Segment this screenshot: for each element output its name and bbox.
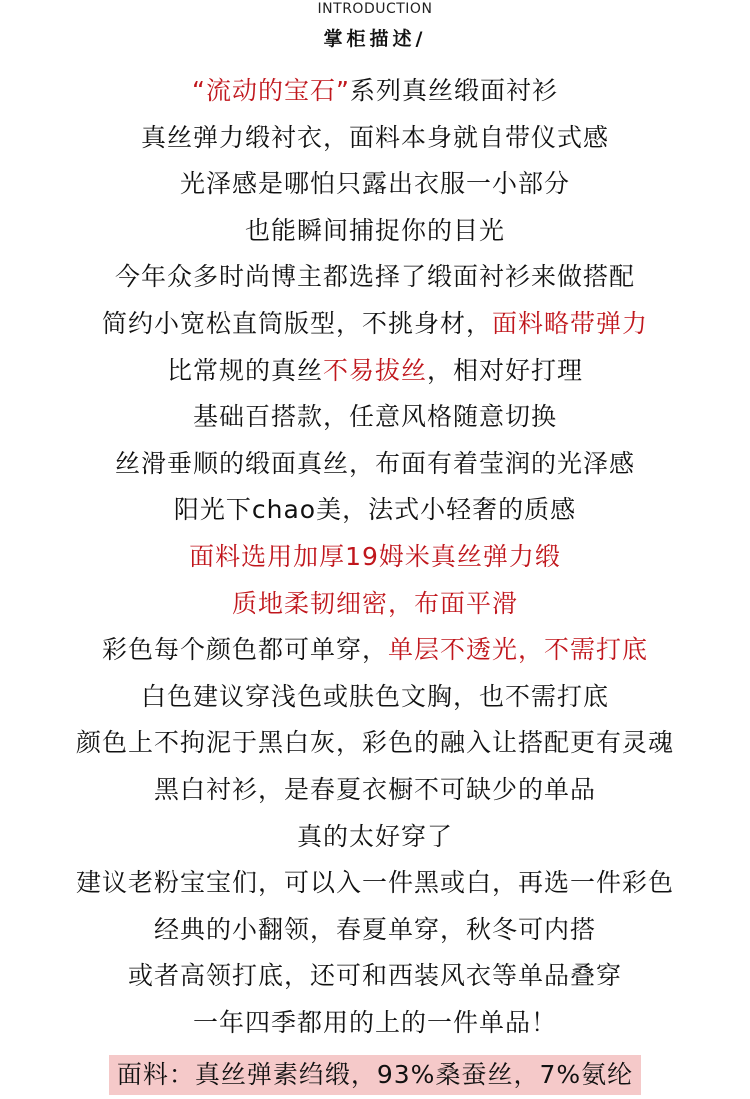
description-line <box>0 348 750 395</box>
description-line <box>0 860 750 907</box>
highlighted-text: “流动的宝石” <box>192 76 350 105</box>
body-text: 建议老粉宝宝们，可以入一件黑或白，再选一件彩色 <box>75 868 674 898</box>
body-text: 光泽感是哪怕只露出衣服一小部分 <box>179 169 570 199</box>
body-text: 阳光下chao美，法式小轻奢的质感 <box>173 495 577 525</box>
description-line <box>0 720 750 767</box>
description-line <box>0 441 750 488</box>
section-title-zh: 掌柜描述/ <box>323 28 427 50</box>
body-text: 真丝弹力缎衬衣，面料本身就自带仪式感 <box>140 122 609 152</box>
description-line <box>0 487 750 534</box>
body-text: 今年众多时尚博主都选择了缎面衬衫来做搭配 <box>114 262 635 292</box>
description-line <box>0 161 750 208</box>
body-text: 经典的小翻领，春夏单穿，秋冬可内搭 <box>153 914 596 944</box>
description-line <box>0 767 750 814</box>
highlighted-text: 质地柔韧细密，布面平滑 <box>231 588 518 618</box>
highlighted-text: 面料略带弹力 <box>492 308 649 338</box>
description-line <box>0 115 750 162</box>
fabric-composition-text: 面料：真丝弹素绉缎，93%桑蚕丝，7%氨纶 <box>109 1055 641 1095</box>
description-line <box>0 254 750 301</box>
body-text: 彩色每个颜色都可单穿， <box>101 635 388 665</box>
highlighted-text: 面料选用加厚19姆米真丝弹力缎 <box>189 541 561 571</box>
highlighted-text: 不易拔丝 <box>322 355 427 385</box>
body-text: 或者高领打底，还可和西装风衣等单品叠穿 <box>127 961 622 991</box>
body-text: 颜色上不拘泥于黑白灰，彩色的融入让搭配更有灵魂 <box>75 728 674 758</box>
description-line <box>0 674 750 721</box>
description-line <box>0 1000 750 1047</box>
description-line <box>0 301 750 348</box>
fabric-composition-line <box>0 1046 750 1099</box>
description-line <box>0 953 750 1000</box>
section-title-en: INTRODUCTION <box>317 1 433 17</box>
description-line <box>0 907 750 954</box>
body-text: 也能瞬间捕捉你的目光 <box>244 215 505 245</box>
description-lines <box>0 68 750 1099</box>
description-line <box>0 208 750 255</box>
description-line <box>0 627 750 674</box>
body-text: 比常规的真丝 <box>166 355 323 385</box>
description-line <box>0 534 750 581</box>
highlighted-text: 单层不透光，不需打底 <box>388 635 649 665</box>
description-line <box>0 581 750 628</box>
description-line <box>0 68 750 115</box>
body-text: 黑白衬衫，是春夏衣橱不可缺少的单品 <box>153 774 596 804</box>
description-line <box>0 394 750 441</box>
body-text: 系列真丝缎面衬衫 <box>349 76 558 105</box>
body-text: 白色建议穿浅色或肤色文胸，也不需打底 <box>140 681 609 711</box>
body-text: ，相对好打理 <box>427 355 584 385</box>
body-text: 一年四季都用的上的一件单品！ <box>192 1007 557 1037</box>
body-text: 真的太好穿了 <box>296 821 453 851</box>
body-text: 丝滑垂顺的缎面真丝，布面有着莹润的光泽感 <box>114 448 635 478</box>
body-text: 简约小宽松直筒版型，不挑身材， <box>101 308 492 338</box>
body-text: 基础百搭款，任意风格随意切换 <box>192 402 557 432</box>
description-line <box>0 814 750 861</box>
